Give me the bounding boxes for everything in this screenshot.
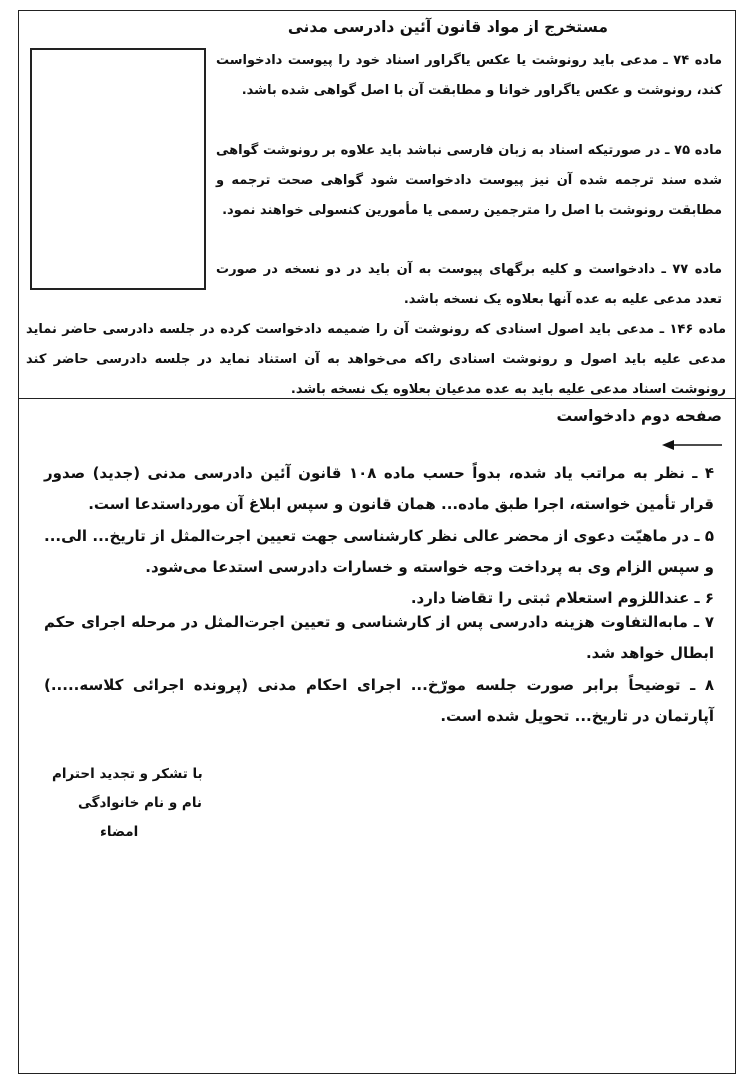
photo-placeholder-box bbox=[30, 48, 206, 290]
signature-label: امضاء bbox=[100, 824, 139, 840]
petition-item-4: ۴ ـ نظر به مراتب یاد شده، بدواً حسب ماده ۱۰۸ قانون آئین دادرسی مدنی (جدید) صدور قرار تأمین خواسته، اجرا طبق ماده... همان قانون و سپس ابلاغ آن مورداستدعا است. bbox=[44, 464, 715, 513]
article-74-paragraph: ماده ۷۴ ـ مدعی باید رونوشت یا عکس یاگراور اسناد خود را پیوست دادخواست کند، رونوشت و عکس یاگراور خوانا و مطابقت آن با اصل گواهی شده باشد. bbox=[216, 53, 722, 98]
article-75-paragraph: ماده ۷۵ ـ در صورتیکه اسناد به زبان فارسی نباشد باید علاوه بر رونوشت گواهی شده سند ترجمه شده آن نیز پیوست دادخواست شود گواهی صحت ترجمه و مطابقت رونوشت با اصل را مترجمین رسمی یا مأمورین کنسولی خواهند نمود. bbox=[216, 143, 723, 218]
article-146-paragraph: ماده ۱۴۶ ـ مدعی باید اصول اسنادی که رونوشت آن را ضمیمه دادخواست کرده در جلسه دادرسی حاضر نماید مدعی علیه باید اصول و رونوشت اسنادی راکه می‌خواهد به آن استناد نماید در جلسه دادرسی حاضر کند رونوشت اسناد مدعی علیه باید به عده مدعیان بعلاوه یک نسخه باشد. bbox=[26, 322, 726, 397]
petition-item-5: ۵ ـ در ماهیّت دعوی از محضر عالی نظر کارشناسی جهت تعیین اجرت‌المثل از تاریخ... الی... و سپس الزام وی به پرداخت وجه خواسته و خسارات دادرسی استدعا می‌شود. bbox=[44, 527, 714, 576]
article-77-paragraph: ماده ۷۷ ـ دادخواست و کلیه برگهای پیوست به آن باید در دو نسخه در صورت تعدد مدعی علیه به عده آنها بعلاوه یک نسخه باشد. bbox=[216, 262, 722, 307]
left-arrow-icon bbox=[662, 438, 722, 452]
section-title-petition-page-two: صفحه دوم دادخواست bbox=[556, 407, 722, 425]
petition-item-6: ۶ ـ عنداللزوم استعلام ثبتی را تقاضا دارد. bbox=[410, 589, 714, 607]
full-name-label: نام و نام خانوادگی bbox=[78, 795, 202, 811]
section-title-law-excerpts: مستخرج از مواد قانون آئین دادرسی مدنی bbox=[287, 18, 608, 36]
closing-regards: با تشکر و تجدید احترام bbox=[52, 766, 203, 782]
petition-item-8: ۸ ـ توضیحاً برابر صورت جلسه مورّخ... اجرای احکام مدنی (پرونده اجرائی کلاسه.....) آپارتمان در تاریخ... تحویل شده است. bbox=[44, 676, 714, 725]
petition-item-7: ۷ ـ مابه‌التفاوت هزینه دادرسی پس از کارشناسی و تعیین اجرت‌المثل در مرحله اجرای حکم ابطال خواهد شد. bbox=[44, 613, 714, 662]
section-divider bbox=[18, 398, 736, 399]
